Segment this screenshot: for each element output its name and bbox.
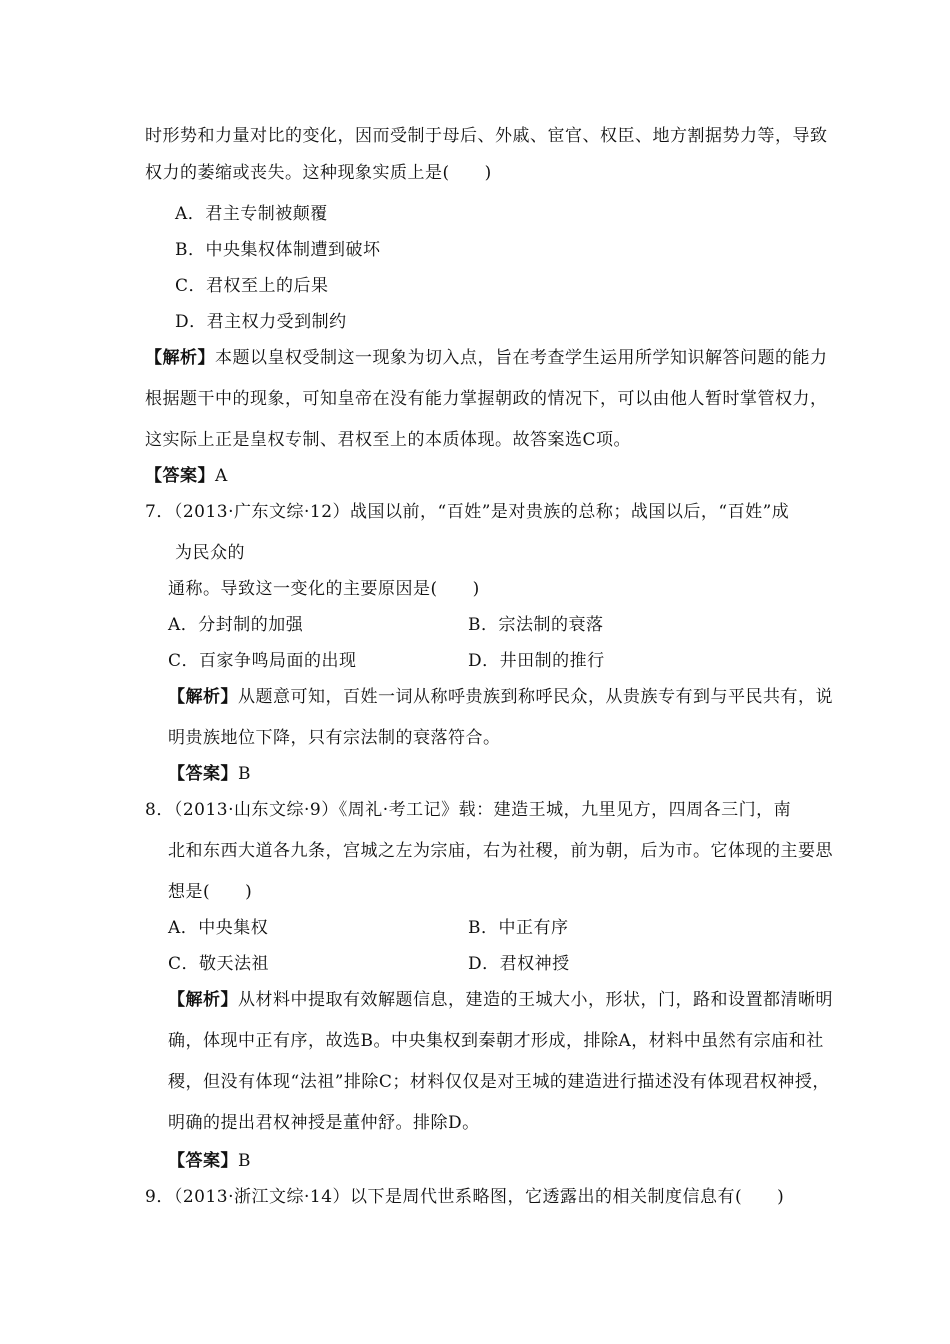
q7-answer: [168, 763, 251, 785]
q7-analysis-line-2: 明贵族地位下降，只有宗法制的衰落符合。: [168, 728, 501, 748]
answer-value: B: [238, 764, 251, 784]
analysis-text: 从材料中提取有效解题信息，建造的王城大小，形状，门，路和设置都清晰明: [238, 990, 833, 1010]
q7-stem-line-1: 7．（2013·广东文综·12）战国以前，“百姓”是对贵族的总称；战国以后，“百姓”成: [145, 502, 790, 522]
q8-analysis-line-4: 明确的提出君权神授是董仲舒。排除D。: [168, 1113, 480, 1133]
q8-option-a: A．中央集权: [168, 918, 269, 938]
q6-analysis-line-2: 根据题干中的现象，可知皇帝在没有能力掌握朝政的情况下，可以由他人暂时掌管权力，: [145, 389, 828, 409]
q6-analysis-line-1: [145, 347, 828, 369]
q7-option-c: C．百家争鸣局面的出现: [168, 651, 357, 671]
q6-analysis-line-3: 这实际上正是皇权专制、君权至上的本质体现。故答案选C项。: [145, 430, 632, 450]
q6-option-a: A．君主专制被颠覆: [175, 204, 328, 224]
q7-option-a: A．分封制的加强: [168, 615, 304, 635]
q6-stem-line-1: 时形势和力量对比的变化，因而受制于母后、外戚、宦官、权臣、地方割据势力等，导致: [145, 126, 828, 146]
q6-option-b: B．中央集权体制遭到破坏: [175, 240, 381, 260]
q8-stem-line-3: 想是( ): [168, 882, 253, 902]
q6-answer: [145, 465, 228, 487]
q8-analysis-line-2: 确，体现中正有序，故选B。中央集权到秦朝才形成，排除A，材料中虽然有宗庙和社: [168, 1031, 824, 1051]
analysis-text: 从题意可知，百姓一词从称呼贵族到称呼民众，从贵族专有到与平民共有，说: [238, 687, 833, 707]
q8-stem-line-1: 8．（2013·山东文综·9）《周礼·考工记》载：建造王城，九里见方，四周各三门，南: [145, 800, 792, 820]
q8-option-c: C．敬天法祖: [168, 954, 270, 974]
q7-option-b: B．宗法制的衰落: [468, 615, 604, 635]
q7-analysis-line-1: [168, 686, 833, 708]
q8-option-b: B．中正有序: [468, 918, 569, 938]
analysis-tag: 【解析】: [145, 348, 215, 368]
q8-analysis-line-3: 稷，但没有体现“法祖”排除C；材料仅仅是对王城的建造进行描述没有体现君权神授，: [168, 1072, 830, 1092]
q8-analysis-line-1: [168, 989, 833, 1011]
q8-option-d: D．君权神授: [468, 954, 570, 974]
q6-option-d: D．君主权力受到制约: [175, 312, 347, 332]
q7-stem-line-2: 为民众的: [175, 543, 245, 563]
analysis-tag: 【解析】: [168, 990, 238, 1010]
answer-value: A: [215, 466, 228, 486]
q8-stem-line-2: 北和东西大道各九条，宫城之左为宗庙，右为社稷，前为朝，后为市。它体现的主要思: [168, 841, 833, 861]
answer-tag: 【答案】: [145, 466, 215, 486]
q7-option-d: D．井田制的推行: [468, 651, 605, 671]
q6-option-c: C．君权至上的后果: [175, 276, 329, 296]
q6-stem-line-2: 权力的萎缩或丧失。这种现象实质上是( ): [145, 163, 492, 183]
analysis-tag: 【解析】: [168, 687, 238, 707]
analysis-text: 本题以皇权受制这一现象为切入点，旨在考查学生运用所学知识解答问题的能力: [215, 348, 828, 368]
answer-tag: 【答案】: [168, 764, 238, 784]
q8-answer: [168, 1150, 251, 1172]
answer-tag: 【答案】: [168, 1151, 238, 1171]
q9-stem-line-1: 9．（2013·浙江文综·14）以下是周代世系略图，它透露出的相关制度信息有( ): [145, 1187, 785, 1207]
q7-stem-line-3: 通称。导致这一变化的主要原因是( ): [168, 579, 480, 599]
answer-value: B: [238, 1151, 251, 1171]
